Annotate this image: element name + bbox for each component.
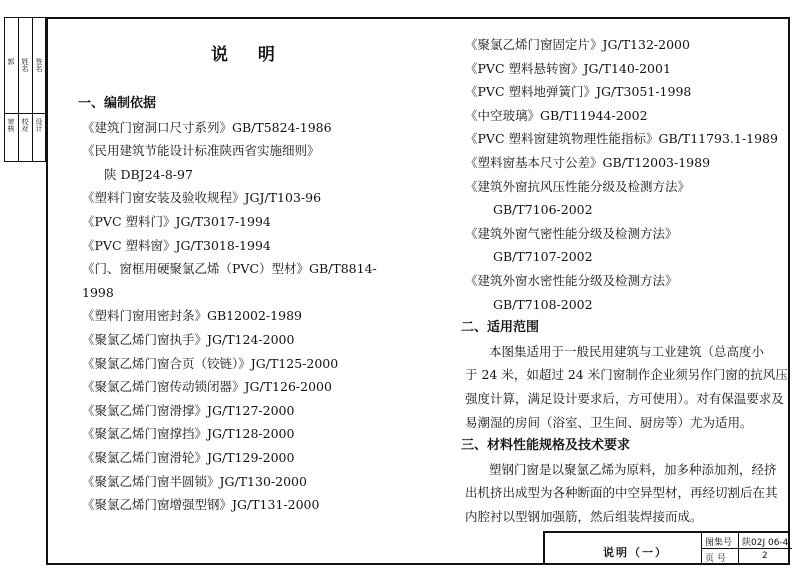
text-line: 《聚氯乙烯门窗固定片》JG/T132-2000 [465, 37, 690, 52]
side-label-review: 审核 [7, 118, 15, 132]
text-line: 《聚氯乙烯门窗撑挡》JG/T128-2000 [82, 426, 295, 442]
text-line: 《中空玻璃》GB/T11944-2002 [465, 107, 648, 123]
text-line: 《聚氯乙烯门窗滑轮》JG/T129-2000 [82, 450, 295, 465]
text-line: 塑钢门窗是以聚氯乙烯为原料，加多种添加剂，经挤 [489, 461, 777, 477]
text-line: 《聚氯乙烯门窗半圆锁》JG/T130-2000 [82, 473, 307, 489]
text-line: 本图集适用于一般民用建筑与工业建筑（总高度小 [489, 343, 765, 359]
text-line: 《PVC 塑料窗建筑物理性能指标》GB/T11793.1-1989 [465, 131, 778, 147]
side-label-small-3: 签名 [35, 58, 43, 72]
page-title: 说 明 [211, 45, 287, 65]
page-label: 页 号 [705, 554, 726, 564]
drawing-name: 说明（一） [603, 546, 668, 559]
atlas-label: 图集号 [705, 538, 733, 548]
approval-strip [4, 17, 46, 162]
text-line: 《建筑外窗水密性能分级及检测方法》 [465, 273, 678, 288]
text-line: 出机挤出成型为各种断面的中空异型材，再经切割后在其 [465, 485, 778, 501]
text-line: 强度计算，满足设计要求后，方可使用）。对有保温要求及 [465, 391, 784, 406]
text-line: GB/T7107-2002 [493, 249, 593, 265]
side-label-design: 设计 [35, 118, 43, 132]
text-line: GB/T7108-2002 [493, 296, 593, 312]
side-label-small-1: 郭 [7, 58, 15, 65]
section-heading: 二、适用范围 [461, 320, 540, 336]
text-line: 于 24 米，如超过 24 米门窗制作企业须另作门窗的抗风压 [465, 367, 788, 383]
section-heading: 一、编制依据 [78, 96, 157, 111]
text-line: 《PVC 塑料窗》JG/T3018-1994 [82, 237, 271, 253]
text-line: 易潮湿的房间（浴室、卫生间、厨房等）尤为适用。 [465, 414, 753, 430]
text-line: 《门、窗框用硬聚氯乙烯（PVC）型材》GB/T8814- [82, 261, 377, 277]
text-line: 《聚氯乙烯门窗传动锁闭器》JG/T126-2000 [82, 379, 332, 395]
text-line: 《塑料门窗用密封条》GB12002-1989 [82, 308, 302, 324]
text-line: 《聚氯乙烯门窗增强型钢》JG/T131-2000 [82, 497, 320, 513]
text-line: 《建筑门窗洞口尺寸系列》GB/T5824-1986 [82, 119, 332, 135]
text-line: 《PVC 塑料门》JG/T3017-1994 [82, 214, 271, 229]
side-label-small-2: 姓名 [21, 58, 29, 72]
text-line: 《民用建筑节能设计标准陕西省实施细则》 [82, 143, 320, 159]
text-line: 《塑料门窗安装及验收规程》JGJ/T103-96 [82, 190, 322, 206]
text-line: 《聚氯乙烯门窗滑撑》JG/T127-2000 [82, 402, 295, 418]
text-line: 《聚氯乙烯门窗合页（铰链）》JG/T125-2000 [82, 355, 339, 371]
text-line: 内腔衬以型钢加强筋，然后组装焊接而成。 [465, 509, 703, 524]
text-line: 《建筑外窗气密性能分级及检测方法》 [465, 225, 678, 241]
page-value: 2 [762, 551, 768, 561]
side-label-check: 校对 [21, 118, 29, 132]
atlas-value: 陕02J 06-4 [742, 538, 789, 548]
section-heading: 三、材料性能规格及技术要求 [461, 438, 631, 454]
text-line: GB/T7106-2002 [493, 202, 593, 218]
text-line: 《塑料窗基本尺寸公差》GB/T12003-1989 [465, 155, 711, 170]
text-line: 1998 [82, 284, 114, 300]
title-block [543, 531, 790, 565]
text-line: 《建筑外窗抗风压性能分级及检测方法》 [465, 178, 691, 194]
text-line: 《聚氯乙烯门窗执手》JG/T124-2000 [82, 332, 295, 347]
text-line: 《PVC 塑料悬转窗》JG/T140-2001 [465, 60, 671, 76]
text-line: 陕 DBJ24-8-97 [104, 166, 193, 182]
text-line: 《PVC 塑料地弹簧门》JG/T3051-1998 [465, 84, 692, 100]
